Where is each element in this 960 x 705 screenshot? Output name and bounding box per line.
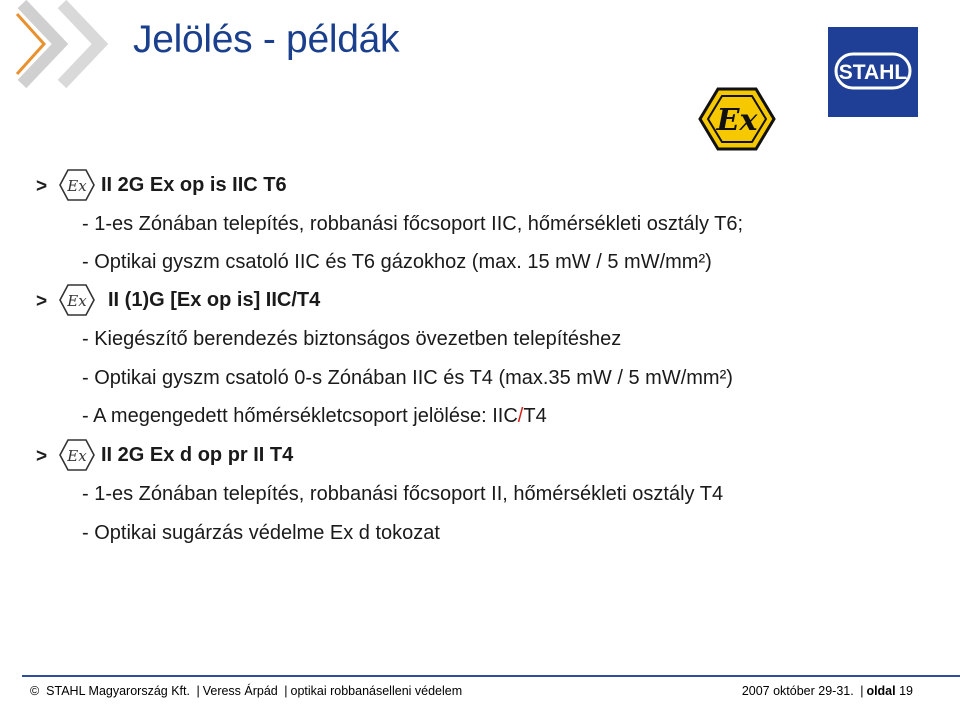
footer-page-number: 19 [899, 684, 913, 698]
footer-separator: | [196, 684, 200, 698]
ex-badge-text: Ex [716, 103, 758, 138]
chevron-decoration [0, 0, 130, 90]
ex-icon [58, 168, 96, 202]
copyright-symbol: © [30, 684, 40, 698]
footer-separator: | [860, 684, 864, 698]
bullet-text-mixed [82, 405, 547, 428]
footer-topic: optikai robbanáselleni védelem [290, 684, 463, 698]
bullet-text: - Optikai sugárzás védelme Ex d tokozat [82, 522, 440, 544]
svg-text:Ex: Ex [67, 292, 87, 310]
footer-date: 2007 október 29-31. [741, 684, 854, 698]
svg-text:Ex: Ex [67, 177, 87, 195]
footer-left [30, 684, 462, 698]
section-marker: > [36, 291, 48, 312]
bullet-text: - Optikai gyszm csatoló 0-s Zónában IIC és T4 (max.35 mW / 5 mW/mm²) [82, 367, 733, 389]
ex-icon [58, 438, 96, 472]
section-marker: > [36, 446, 48, 467]
section-heading: II 2G Ex op is IIC T6 [101, 174, 287, 196]
footer [0, 682, 960, 702]
footer-right [742, 684, 913, 698]
bullet-text: - Kiegészítő berendezés biztonságos övezetben telepítéshez [82, 328, 622, 350]
section-marker: > [36, 176, 48, 197]
bullet-text: - 1-es Zónában telepítés, robbanási főcsoport II, hőmérsékleti osztály T4 [82, 483, 724, 505]
footer-separator: | [284, 684, 288, 698]
stahl-logo [828, 27, 918, 117]
bullet-text: - 1-es Zónában telepítés, robbanási főcsoport IIC, hőmérsékleti osztály T6; [82, 213, 744, 235]
footer-author: Veress Árpád [202, 684, 278, 698]
footer-page-label: oldal [866, 684, 896, 698]
svg-text:Ex: Ex [67, 447, 87, 465]
bullet-text: - Optikai gyszm csatoló IIC és T6 gázokhoz (max. 15 mW / 5 mW/mm²) [82, 251, 712, 273]
ex-icon [58, 283, 96, 317]
footer-divider [22, 675, 960, 677]
ex-hexagon-icon [698, 86, 776, 152]
bullet-text: T4 [523, 405, 547, 427]
page-title: Jelölés - példák [133, 18, 400, 61]
highlight-slash: / [517, 405, 524, 427]
section-heading: II (1)G [Ex op is] IIC/T4 [108, 289, 321, 311]
bullet-text: - A megengedett hőmérsékletcsoport jelölése: IIC [82, 405, 518, 427]
section-heading: II 2G Ex d op pr II T4 [101, 444, 294, 466]
logo-text: STAHL [838, 61, 908, 84]
footer-company: STAHL Magyarország Kft. [46, 684, 190, 698]
